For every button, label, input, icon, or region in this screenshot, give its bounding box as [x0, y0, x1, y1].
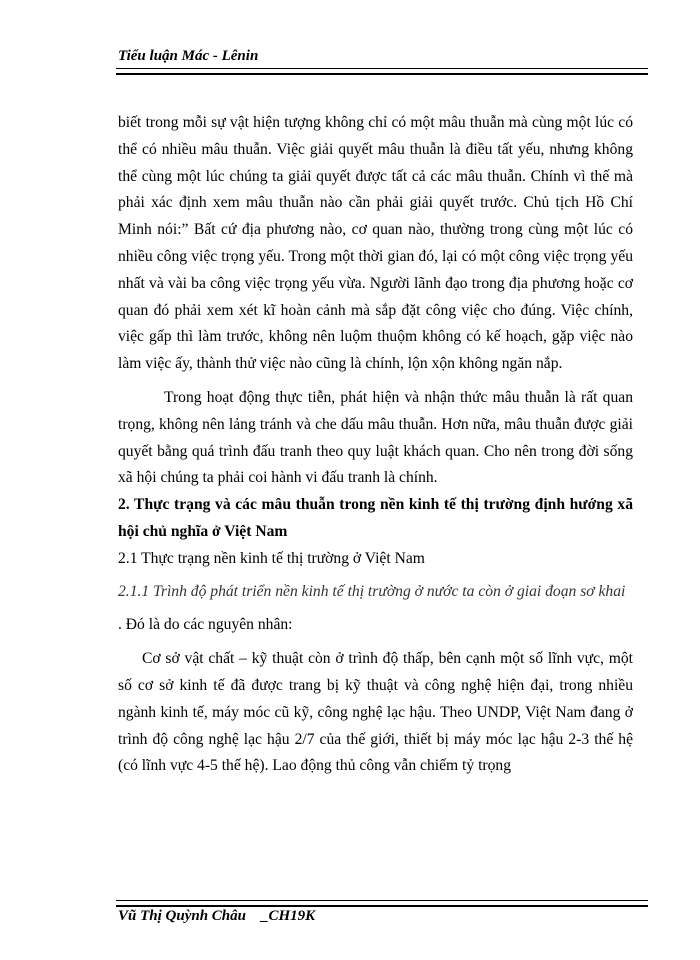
paragraph-contradictions: biết trong mỗi sự vật hiện tượng không chỉ có một mâu thuẫn mà cùng một lúc có thể có nhiều mâu thuẫn. Việc giải quyết mâu thuẫn là điều tất yếu, nhưng không thể cùng một lúc chúng ta giải quyết được tất cả các mâu thuẫn. Chính vì thế mà phải xác định xem mâu thuẫn nào cần phải giải quyết trước. Chủ tịch Hồ Chí Minh nói:” Bất cứ địa phương nào, cơ quan nào, thường trong cùng một lúc có nhiều công việc trọng yếu. Trong một thời gian đó, lại có một công việc trọng yếu nhất và vài ba công việc trọng yếu vừa. Người lãnh đạo trong địa phương hoặc cơ quan đó phải xem xét kĩ hoàn cảnh mà sắp đặt công việc cho đúng. Việc chính, việc gấp thì làm trước, không nên luộm thuộm không có kế hoạch, gặp việc nào làm việc ấy, thành thử việc nào cũng là chính, lộn xộn không ngăn nắp. [118, 114, 633, 373]
section-heading-2: 2. Thực trạng và các mâu thuẫn trong nền kinh tế thị trường định hướng xã hội chủ nghĩa ở Việt Nam [118, 496, 633, 540]
page-header-title: Tiểu luận Mác - Lênin [118, 48, 259, 64]
section-heading-2-1: 2.1 Thực trạng nền kinh tế thị trường ở Việt Nam [118, 549, 425, 567]
page-footer [118, 908, 315, 925]
footer-class-code: _CH19K [260, 908, 316, 924]
header-divider [116, 68, 648, 75]
footer-author: Vũ Thị Quỳnh Châu [118, 908, 246, 924]
section-heading-2-1-1: 2.1.1 Trình độ phát triển nền kinh tế thị trường ở nước ta còn ở giai đoạn sơ khai [118, 582, 626, 600]
footer-divider [116, 900, 648, 907]
paragraph-causes-intro: . Đó là do các nguyên nhân: [118, 616, 293, 634]
paragraph-practice: Trong hoạt động thực tiễn, phát hiện và nhận thức mâu thuẫn là rất quan trọng, không nên lảng tránh và che dấu mâu thuẫn. Hơn nữa, mâu thuẫn được giải quyết bằng quá trình đấu tranh theo quy luật khách quan. Cho nên trong đời sống xã hội chúng ta phải coi hành vi đấu tranh là chính. [118, 388, 633, 487]
page-body [118, 110, 633, 780]
paragraph-infrastructure: Cơ sở vật chất – kỹ thuật còn ở trình độ thấp, bên cạnh một số lĩnh vực, một số cơ sở kinh tế đã được trang bị kỹ thuật và công nghệ hiện đại, trong nhiều ngành kinh tế, máy móc cũ kỹ, công nghệ lạc hậu. Theo UNDP, Việt Nam đang ở trình độ công nghệ lạc hậu 2/7 của thế giới, thiết bị máy móc lạc hậu 2-3 thế hệ (có lĩnh vực 4-5 thế hệ). Lao động thủ công vẫn chiếm tỷ trọng [118, 650, 633, 775]
